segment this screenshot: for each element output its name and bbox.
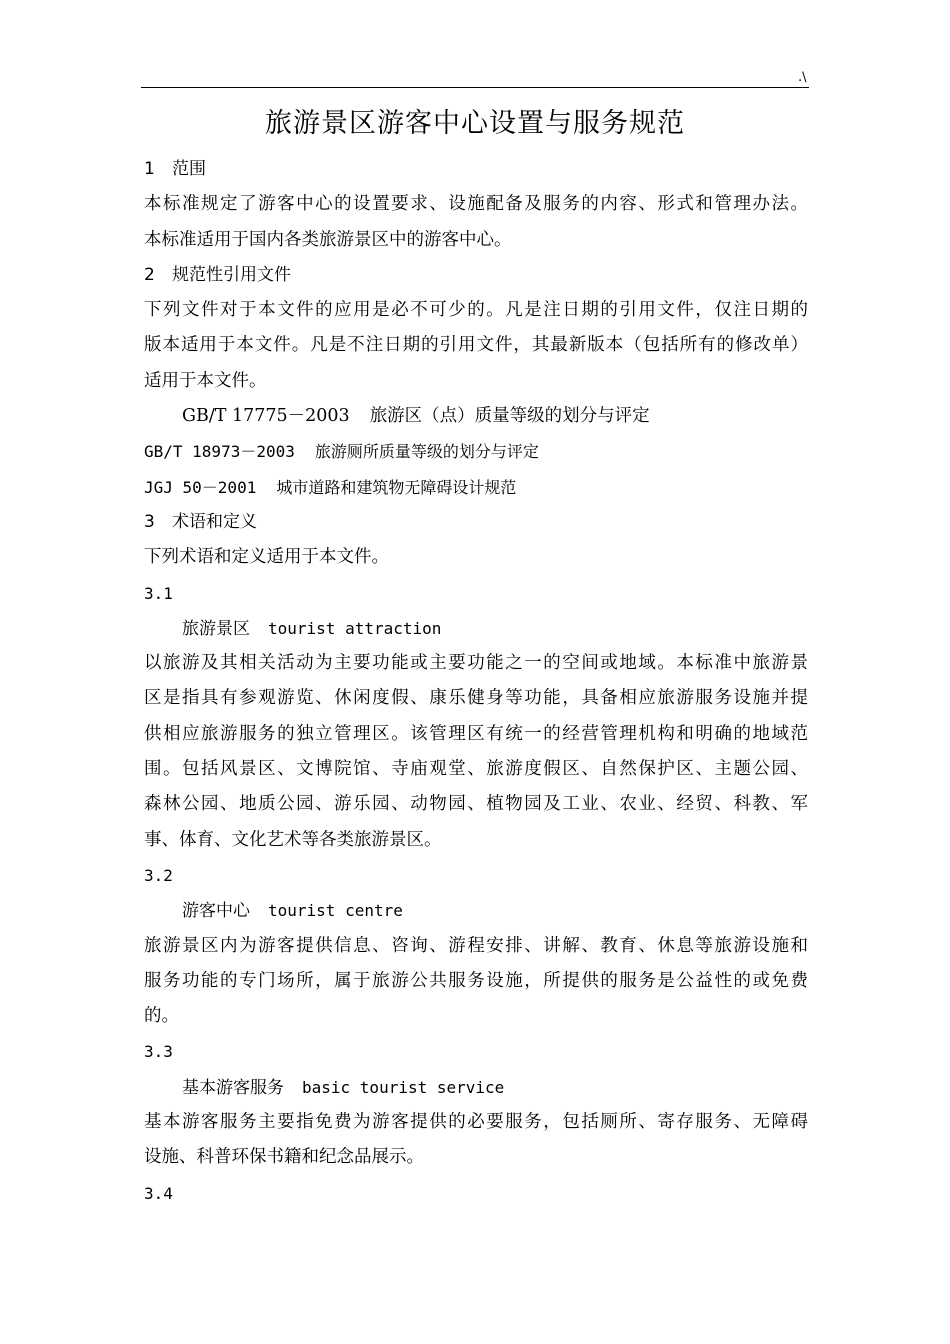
paragraph-line: 基本游客服务主要指免费为游客提供的必要服务，包括厕所、寄存服务、无障碍 — [144, 1112, 808, 1133]
term-chinese: 旅游景区 — [182, 618, 250, 639]
document-title: 旅游景区游客中心设置与服务规范 — [265, 108, 685, 139]
reference-code: GB/T 17775－2003 — [182, 406, 350, 427]
reference-title: 城市道路和建筑物无障碍设计规范 — [276, 477, 517, 497]
clause-number: 3.3 — [144, 1042, 173, 1062]
paragraph-line: 设施、科普环保书籍和纪念品展示。 — [144, 1147, 424, 1168]
paragraph-line: 本标准适用于国内各类旅游景区中的游客中心。 — [144, 229, 512, 250]
term-chinese: 基本游客服务 — [182, 1077, 284, 1098]
clause-number: 3.1 — [144, 583, 173, 603]
reference-code: GB/T 18973－2003 — [144, 442, 295, 462]
section-title: 范围 — [172, 159, 206, 179]
term-english: tourist centre — [268, 901, 403, 921]
reference-title: 旅游厕所质量等级的划分与评定 — [314, 442, 539, 462]
clause-number: 3.2 — [144, 865, 173, 885]
paragraph-line: 供相应旅游服务的独立管理区。该管理区有统一的经营管理机构和明确的地域范 — [144, 723, 808, 744]
paragraph-line: 事、体育、文化艺术等各类旅游景区。 — [144, 829, 442, 850]
reference-item — [144, 399, 808, 434]
term-entry — [144, 1070, 808, 1105]
section-heading-terms-definitions — [144, 505, 808, 540]
paragraph-line: 版本适用于本文件。凡是不注日期的引用文件，其最新版本（包括所有的修改单） — [144, 335, 808, 356]
reference-code: JGJ 50－2001 — [144, 477, 257, 497]
paragraph-line: 森林公园、地质公园、游乐园、动物园、植物园及工业、农业、经贸、科教、军 — [144, 794, 808, 815]
reference-title: 旅游区（点）质量等级的划分与评定 — [369, 406, 650, 427]
document-body — [144, 152, 808, 1211]
term-chinese: 游客中心 — [182, 901, 250, 922]
section-title: 规范性引用文件 — [172, 264, 291, 285]
reference-item — [144, 434, 808, 469]
paragraph-line: 下列文件对于本文件的应用是必不可少的。凡是注日期的引用文件，仅注日期的 — [144, 300, 808, 321]
paragraph-line: 旅游景区内为游客提供信息、咨询、游程安排、讲解、教育、休息等旅游设施和 — [144, 935, 808, 956]
paragraph-line: 以旅游及其相关活动为主要功能或主要功能之一的空间或地域。本标准中旅游景 — [144, 653, 808, 674]
paragraph-line: 的。 — [144, 1006, 179, 1027]
paragraph-line: 区是指具有参观游览、休闲度假、康乐健身等功能，具备相应旅游服务设施并提 — [144, 688, 808, 709]
section-number: 1 — [144, 159, 155, 179]
header-mark: .\ — [798, 70, 807, 85]
clause-number: 3.4 — [144, 1183, 173, 1203]
paragraph-line: 本标准规定了游客中心的设置要求、设施配备及服务的内容、形式和管理办法。 — [144, 194, 808, 215]
section-heading-scope — [144, 152, 808, 187]
header-rule — [141, 87, 809, 88]
term-english: basic tourist service — [302, 1077, 505, 1097]
section-number: 3 — [144, 511, 155, 532]
paragraph-line: 下列术语和定义适用于本文件。 — [144, 547, 389, 568]
term-entry — [144, 893, 808, 928]
paragraph-line: 适用于本文件。 — [144, 370, 267, 391]
term-english: tourist attraction — [268, 618, 442, 638]
section-title: 术语和定义 — [172, 511, 257, 532]
section-number: 2 — [144, 264, 155, 285]
paragraph-line: 围。包括风景区、文博院馆、寺庙观堂、旅游度假区、自然保护区、主题公园、 — [144, 759, 808, 780]
reference-item — [144, 470, 808, 505]
paragraph-line: 服务功能的专门场所，属于旅游公共服务设施，所提供的服务是公益性的或免费 — [144, 970, 808, 991]
term-entry — [144, 611, 808, 646]
section-heading-normative-references — [144, 258, 808, 293]
